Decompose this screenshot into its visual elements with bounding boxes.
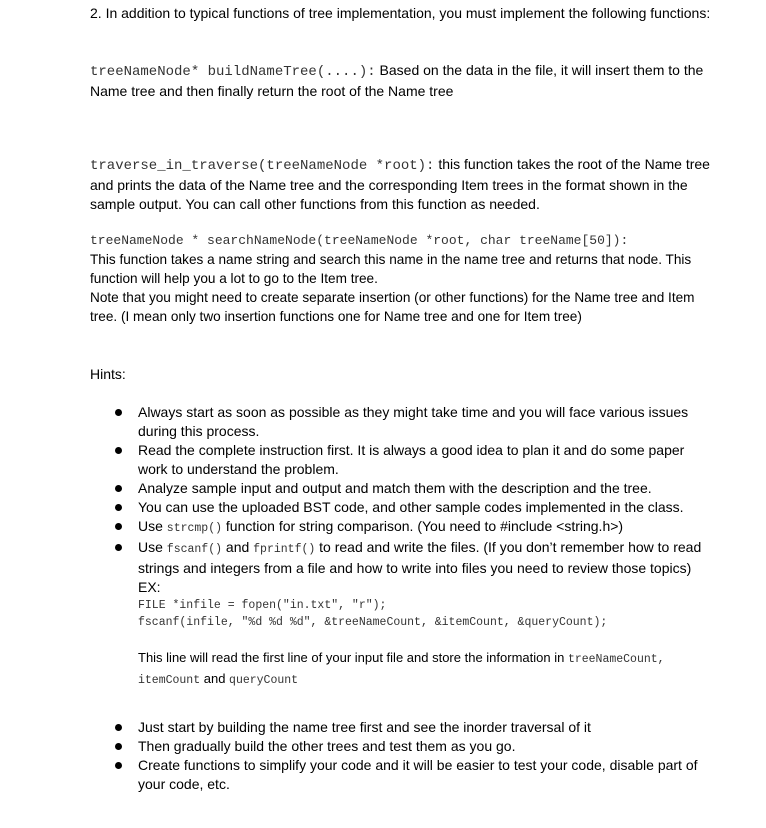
intro-paragraph — [90, 4, 720, 23]
example-code-line-1: FILE *infile = fopen("in.txt", "r"); — [138, 599, 387, 612]
example-description: This line will read the first line of your input file and store the information in treeNameCount, itemCount and queryCount — [138, 650, 665, 687]
list-item: Then gradually build the other trees and test them as you go. — [112, 737, 712, 756]
list-item: Just start by building the name tree first and see the inorder traversal of it — [112, 718, 712, 737]
example-code-line-2: fscanf(infile, "%d %d %d", &treeNameCount, &itemCount, &queryCount); — [138, 616, 608, 629]
search-name-node-signature: treeNameNode * searchNameNode(treeNameNode *root, char treeName[50]): — [90, 233, 629, 248]
traverse-paragraph — [90, 155, 720, 214]
list-item: Analyze sample input and output and match them with the description and the tree. — [112, 479, 712, 498]
separate-insertion-note: Note that you might need to create separate insertion (or other functions) for the Name tree and Item tree. (I mean only two insertion functions one for Name tree and one for Item tree) — [90, 290, 695, 324]
bullet-icon — [115, 485, 122, 492]
final-hints-list — [112, 718, 712, 794]
list-item: Use fscanf() and fprintf() to read and write the files. (If you don’t remember how to read strings and integers from a file and how to write into files you need to review those topics) EX: FILE *infile = fopen("in.txt", "r"); fscanf(infile, "%d %d %d", &treeNameCount, &itemCount, &queryCount); This line will read the first line of your input file and store the information in treeNameCount, itemCount and queryCount — [112, 538, 712, 690]
fprintf-code: fprintf() — [253, 543, 316, 556]
traverse-description: this function takes the root of the Name tree and prints the data of the Name tree and the corresponding Item trees in the format shown in the sample output. You can call other functions from this function as needed. — [90, 156, 710, 212]
list-item: Always start as soon as possible as they might take time and you will face various issues during this process. — [112, 403, 712, 441]
bullet-icon — [115, 544, 122, 551]
list-item: Use strcmp() function for string comparison. (You need to #include <string.h>) — [112, 517, 712, 538]
build-name-tree-signature: treeNameNode* buildNameTree(....): — [90, 64, 376, 80]
traverse-signature: traverse_in_traverse(treeNameNode *root): — [90, 158, 435, 174]
list-item: Create functions to simplify your code and it will be easier to test your code, disable part of your code, etc. — [112, 756, 712, 794]
bullet-icon — [115, 447, 122, 454]
hints-title: Hints: — [90, 366, 126, 382]
search-name-node-description: This function takes a name string and search this name in the name tree and returns that node. This function will help you a lot to go to the Item tree. — [90, 252, 692, 286]
bullet-icon — [115, 762, 122, 769]
bullet-icon — [115, 523, 122, 530]
bullet-icon — [115, 504, 122, 511]
bullet-icon — [115, 409, 122, 416]
bullet-icon — [115, 724, 122, 731]
intro-text: 2. In addition to typical functions of tree implementation, you must implement the following functions: — [90, 5, 711, 21]
bullet-icon — [115, 743, 122, 750]
example-label: EX: — [138, 579, 161, 595]
fscanf-code: fscanf() — [166, 543, 223, 556]
strcmp-code: strcmp() — [166, 522, 223, 535]
build-name-tree-description: Based on the data in the file, it will insert them to the Name tree and then finally return the root of the Name tree — [90, 62, 704, 99]
list-item: Read the complete instruction first. It is always a good idea to plan it and do some paper work to understand the problem. — [112, 441, 712, 479]
build-name-tree-paragraph — [90, 61, 720, 101]
hints-list — [112, 403, 712, 690]
hints-section — [90, 365, 720, 384]
search-name-node-paragraph — [90, 231, 720, 326]
list-item: You can use the uploaded BST code, and other sample codes implemented in the class. — [112, 498, 712, 517]
